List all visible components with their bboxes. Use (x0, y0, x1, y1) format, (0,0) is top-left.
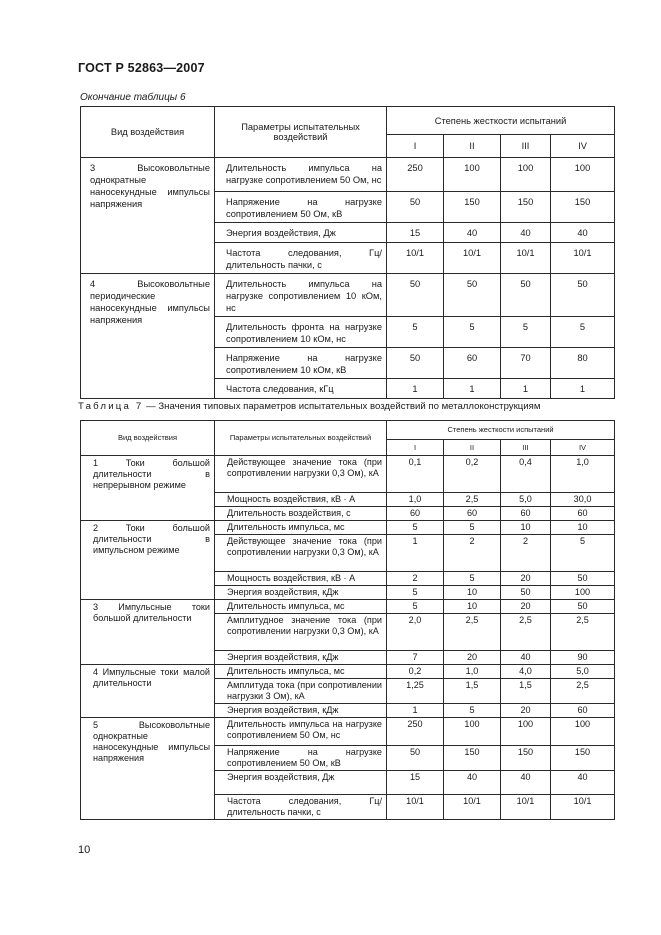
value-cell-level-4: 2,5 (551, 679, 615, 704)
value-cell-level-4: 60 (551, 704, 615, 718)
parameter-cell: Энергия воздействия, Дж (215, 771, 387, 795)
impact-kind-cell: 4 Высоковольтные периодические наносекундные импульсы напряжения (81, 274, 215, 399)
parameter-cell: Длительность импульса на нагрузке сопротивлением 50 Ом, нс (215, 718, 387, 746)
value-cell-level-1: 50 (387, 348, 444, 379)
value-cell-level-2: 1,0 (444, 665, 501, 679)
table-7-header-degree: Степень жесткости испытаний (387, 421, 615, 440)
value-cell-level-4: 60 (551, 507, 615, 521)
value-cell-level-1: 1 (387, 379, 444, 399)
value-cell-level-4: 90 (551, 651, 615, 665)
parameter-cell: Длительность импульса, мс (215, 665, 387, 679)
value-cell-level-3: 2 (501, 535, 551, 572)
value-cell-level-3: 40 (501, 223, 551, 243)
value-cell-level-3: 20 (501, 600, 551, 614)
parameter-cell: Частота следования, кГц (215, 379, 387, 399)
value-cell-level-4: 10/1 (551, 243, 615, 274)
value-cell-level-1: 15 (387, 771, 444, 795)
parameter-cell: Энергия воздействия, Дж (215, 223, 387, 243)
impact-kind-cell: 3 Импульсные токи большой длительности (81, 600, 215, 665)
value-cell-level-3: 70 (501, 348, 551, 379)
table-7-level-3: III (501, 440, 551, 456)
value-cell-level-1: 2,0 (387, 614, 444, 651)
parameter-cell: Длительность импульса, мс (215, 600, 387, 614)
parameter-cell: Напряжение на нагрузке сопротивлением 50 Ом, кВ (215, 746, 387, 771)
value-cell-level-3: 20 (501, 704, 551, 718)
impact-kind-cell: 4 Импульсные токи малой длительности (81, 665, 215, 718)
value-cell-level-3: 0,4 (501, 456, 551, 493)
parameter-cell: Действующее значение тока (при сопротивлении нагрузки 0,3 Ом), кА (215, 456, 387, 493)
parameter-cell: Мощность воздействия, кВ · А (215, 493, 387, 507)
value-cell-level-2: 2,5 (444, 614, 501, 651)
table-6-header-degree: Степень жесткости испытаний (387, 107, 615, 135)
value-cell-level-1: 0,2 (387, 665, 444, 679)
document-title: ГОСТ Р 52863—2007 (78, 61, 205, 75)
table-7-header-kind: Вид воздействия (81, 421, 215, 456)
value-cell-level-1: 2 (387, 572, 444, 586)
parameter-cell: Длительность импульса, мс (215, 521, 387, 535)
value-cell-level-1: 15 (387, 223, 444, 243)
value-cell-level-4: 40 (551, 771, 615, 795)
value-cell-level-4: 150 (551, 746, 615, 771)
parameter-cell: Напряжение на нагрузке сопротивлением 10 кОм, кВ (215, 348, 387, 379)
value-cell-level-4: 40 (551, 223, 615, 243)
impact-kind-cell: 5 Высоковольтные однократные наносекундные импульсы напряжения (81, 718, 215, 820)
table-6-caption: Окончание таблицы 6 (80, 92, 186, 103)
value-cell-level-1: 1,25 (387, 679, 444, 704)
table-7-level-1: I (387, 440, 444, 456)
value-cell-level-1: 1 (387, 535, 444, 572)
value-cell-level-2: 20 (444, 651, 501, 665)
value-cell-level-1: 250 (387, 718, 444, 746)
value-cell-level-4: 5 (551, 317, 615, 348)
impact-kind-cell: 2 Токи большой длительности в импульсном режиме (81, 521, 215, 600)
value-cell-level-1: 50 (387, 274, 444, 317)
value-cell-level-1: 50 (387, 192, 444, 223)
table-6-level-2: II (444, 135, 501, 158)
parameter-cell: Мощность воздействия, кВ · А (215, 572, 387, 586)
value-cell-level-1: 0,1 (387, 456, 444, 493)
value-cell-level-3: 150 (501, 746, 551, 771)
value-cell-level-1: 50 (387, 746, 444, 771)
value-cell-level-4: 150 (551, 192, 615, 223)
value-cell-level-1: 5 (387, 586, 444, 600)
value-cell-level-4: 50 (551, 274, 615, 317)
value-cell-level-2: 1 (444, 379, 501, 399)
value-cell-level-2: 150 (444, 746, 501, 771)
value-cell-level-3: 20 (501, 572, 551, 586)
value-cell-level-4: 50 (551, 572, 615, 586)
value-cell-level-4: 5,0 (551, 665, 615, 679)
table-7-caption-label: Таблица 7 (78, 401, 144, 412)
value-cell-level-2: 5 (444, 317, 501, 348)
value-cell-level-1: 250 (387, 158, 444, 192)
value-cell-level-2: 100 (444, 158, 501, 192)
value-cell-level-3: 5 (501, 317, 551, 348)
value-cell-level-4: 5 (551, 535, 615, 572)
table-6-header-params: Параметры испытательных воздействий (215, 107, 387, 158)
value-cell-level-4: 10 (551, 521, 615, 535)
table-6-body (81, 107, 615, 399)
value-cell-level-1: 10/1 (387, 243, 444, 274)
value-cell-level-2: 5 (444, 704, 501, 718)
value-cell-level-3: 60 (501, 507, 551, 521)
value-cell-level-4: 1,0 (551, 456, 615, 493)
value-cell-level-2: 100 (444, 718, 501, 746)
parameter-cell: Энергия воздействия, кДж (215, 704, 387, 718)
value-cell-level-2: 0,2 (444, 456, 501, 493)
table-6-level-4: IV (551, 135, 615, 158)
value-cell-level-3: 100 (501, 158, 551, 192)
parameter-cell: Напряжение на нагрузке сопротивлением 50 Ом, кВ (215, 192, 387, 223)
table-row (81, 718, 615, 746)
parameter-cell: Амплитудное значение тока (при сопротивлении нагрузки 0,3 Ом), кА (215, 614, 387, 651)
table-row (81, 600, 615, 614)
table-row (81, 456, 615, 493)
value-cell-level-4: 30,0 (551, 493, 615, 507)
value-cell-level-4: 50 (551, 600, 615, 614)
value-cell-level-4: 10/1 (551, 795, 615, 820)
value-cell-level-3: 1 (501, 379, 551, 399)
value-cell-level-3: 10/1 (501, 795, 551, 820)
value-cell-level-1: 5 (387, 600, 444, 614)
value-cell-level-3: 50 (501, 274, 551, 317)
table-7-header-params: Параметры испытательных воздействий (215, 421, 387, 456)
value-cell-level-2: 2,5 (444, 493, 501, 507)
value-cell-level-2: 5 (444, 572, 501, 586)
value-cell-level-1: 5 (387, 317, 444, 348)
value-cell-level-2: 60 (444, 507, 501, 521)
value-cell-level-3: 150 (501, 192, 551, 223)
value-cell-level-1: 7 (387, 651, 444, 665)
value-cell-level-3: 1,5 (501, 679, 551, 704)
value-cell-level-3: 40 (501, 651, 551, 665)
value-cell-level-2: 60 (444, 348, 501, 379)
table-7-level-4: IV (551, 440, 615, 456)
table-7-level-2: II (444, 440, 501, 456)
value-cell-level-1: 60 (387, 507, 444, 521)
value-cell-level-3: 100 (501, 718, 551, 746)
value-cell-level-2: 1,5 (444, 679, 501, 704)
value-cell-level-3: 40 (501, 771, 551, 795)
value-cell-level-3: 5,0 (501, 493, 551, 507)
parameter-cell: Длительность воздействия, с (215, 507, 387, 521)
value-cell-level-2: 2 (444, 535, 501, 572)
parameter-cell: Длительность импульса на нагрузке сопротивлением 10 кОм, нс (215, 274, 387, 317)
value-cell-level-2: 5 (444, 521, 501, 535)
value-cell-level-1: 1,0 (387, 493, 444, 507)
table-6-level-1: I (387, 135, 444, 158)
value-cell-level-2: 50 (444, 274, 501, 317)
value-cell-level-3: 2,5 (501, 614, 551, 651)
parameter-cell: Энергия воздействия, кДж (215, 586, 387, 600)
parameter-cell: Длительность импульса на нагрузке сопротивлением 50 Ом, нс (215, 158, 387, 192)
value-cell-level-4: 80 (551, 348, 615, 379)
table-row (81, 158, 615, 192)
value-cell-level-4: 2,5 (551, 614, 615, 651)
impact-kind-cell: 3 Высоковольтные однократные наносекундные импульсы напряжения (81, 158, 215, 274)
value-cell-level-2: 10/1 (444, 795, 501, 820)
table-7-body (81, 421, 615, 820)
parameter-cell: Частота следования, Гц/длительность пачки, с (215, 243, 387, 274)
impact-kind-cell: 1 Токи большой длительности в непрерывном режиме (81, 456, 215, 521)
parameter-cell: Действующее значение тока (при сопротивлении нагрузки 0,3 Ом), кА (215, 535, 387, 572)
value-cell-level-2: 150 (444, 192, 501, 223)
value-cell-level-4: 1 (551, 379, 615, 399)
table-7-caption-text: — Значения типовых параметров испытательных воздействий по металлоконструкциям (143, 401, 541, 412)
value-cell-level-2: 40 (444, 771, 501, 795)
table-6-level-3: III (501, 135, 551, 158)
value-cell-level-3: 50 (501, 586, 551, 600)
parameter-cell: Амплитуда тока (при сопротивлении нагрузки 3 Ом), кА (215, 679, 387, 704)
value-cell-level-2: 40 (444, 223, 501, 243)
table-6-header-kind: Вид воздействия (81, 107, 215, 158)
table-7-caption (78, 401, 540, 412)
value-cell-level-2: 10/1 (444, 243, 501, 274)
value-cell-level-4: 100 (551, 718, 615, 746)
value-cell-level-1: 1 (387, 704, 444, 718)
table-row (81, 274, 615, 317)
parameter-cell: Частота следования, Гц/длительность пачки, с (215, 795, 387, 820)
value-cell-level-3: 10/1 (501, 243, 551, 274)
value-cell-level-2: 10 (444, 600, 501, 614)
parameter-cell: Энергия воздействия, кДж (215, 651, 387, 665)
page-number: 10 (78, 844, 91, 856)
table-6 (80, 106, 615, 399)
parameter-cell: Длительность фронта на нагрузке сопротивлением 10 кОм, нс (215, 317, 387, 348)
value-cell-level-2: 10 (444, 586, 501, 600)
value-cell-level-1: 10/1 (387, 795, 444, 820)
table-row (81, 665, 615, 679)
value-cell-level-4: 100 (551, 586, 615, 600)
table-7 (80, 420, 615, 820)
value-cell-level-3: 4,0 (501, 665, 551, 679)
value-cell-level-4: 100 (551, 158, 615, 192)
value-cell-level-1: 5 (387, 521, 444, 535)
value-cell-level-3: 10 (501, 521, 551, 535)
table-row (81, 521, 615, 535)
